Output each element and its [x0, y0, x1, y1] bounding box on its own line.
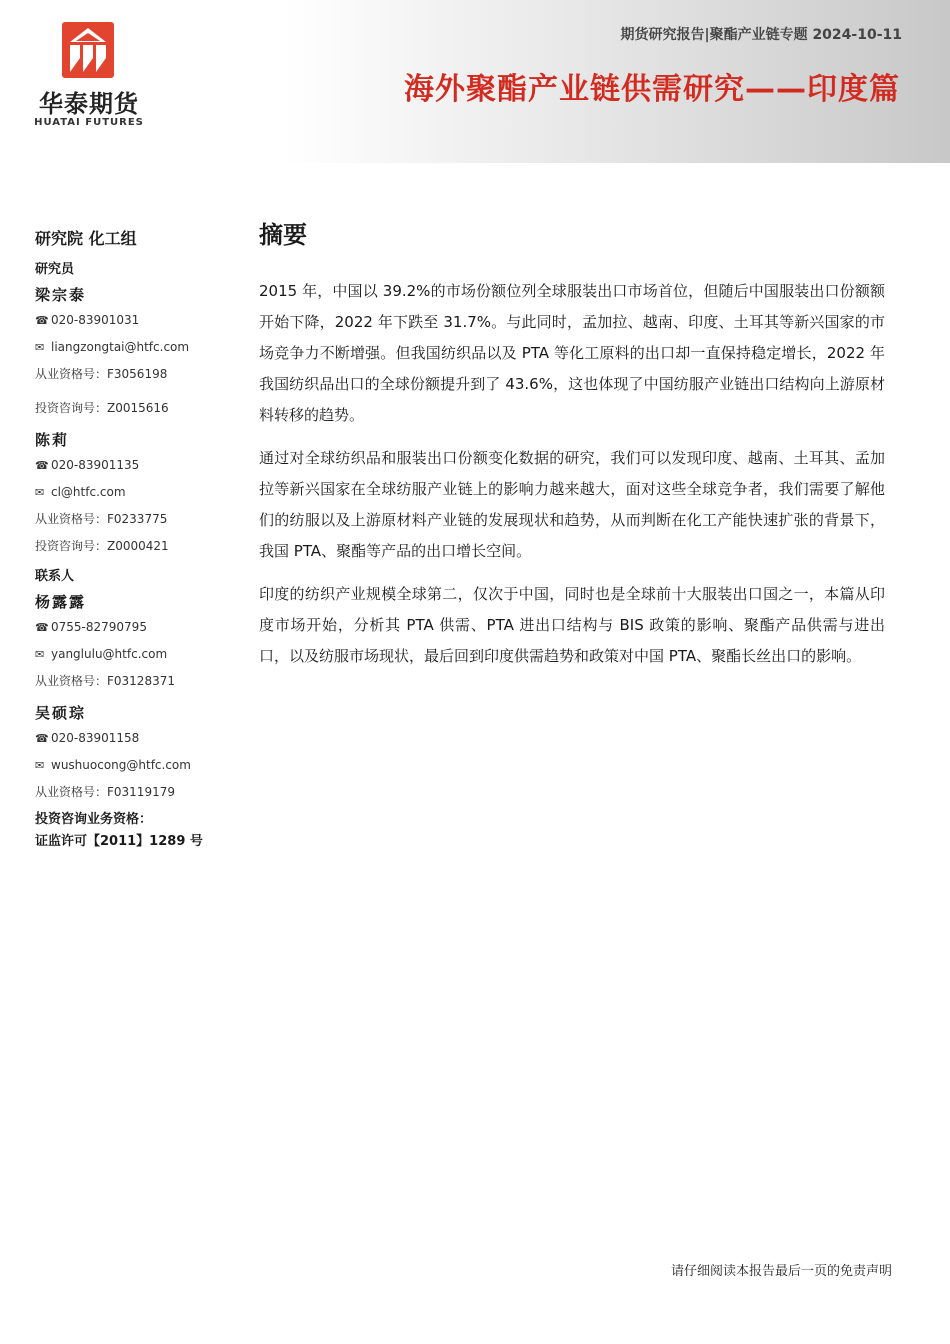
license-number: 从业资格号：F3056198: [35, 367, 168, 381]
email-line[interactable]: [35, 644, 235, 671]
abstract-paragraph: 2015 年，中国以 39.2%的市场份额位列全球服装出口市场首位，但随后中国服装出口份额额开始下降，2022 年下跌至 31.7%。与此同时，孟加拉、越南、印度、土耳其等新兴国家的市场竞争力不断增强。但我国纺织品以及 PTA 等化工原料的出口却一直保持稳定增长，2022 年我国纺织品出口的全球份额提升到了 43.6%，这也体现了中国纺服产业链出口结构向上游原材料转移的趋势。: [259, 282, 885, 424]
contact-label: 联系人: [35, 569, 75, 584]
report-meta: 期货研究报告|聚酯产业链专题 2024-10-11: [620, 27, 902, 43]
qualification-value: 证监许可【2011】1289 号: [35, 834, 203, 849]
phone-line: [35, 310, 235, 337]
phone-number: 020-83901158: [51, 731, 140, 745]
envelope-icon: ✉: [35, 341, 45, 354]
email-line[interactable]: [35, 482, 235, 509]
envelope-icon: ✉: [35, 759, 45, 772]
brand-name-en: HUATAI FUTURES: [34, 117, 144, 128]
license-number: 从业资格号：F03128371: [35, 674, 175, 688]
huatai-logo-icon: [62, 22, 114, 78]
researcher-name: 陈莉: [35, 431, 70, 449]
phone-number: 020-83901031: [51, 313, 140, 327]
abstract-paragraph: 印度的纺织产业规模全球第二，仅次于中国，同时也是全球前十大服装出口国之一，本篇从印度市场开始，分析其 PTA 供需、PTA 进出口结构与 BIS 政策的影响、聚酯产品供需与进出口，以及纺服市场现状，最后回到印度供需趋势和政策对中国 PTA、聚酯长丝出口的影响。: [259, 585, 885, 665]
company-logo[interactable]: [30, 20, 150, 135]
abstract-section: [259, 216, 885, 684]
email-address[interactable]: cl@htfc.com: [51, 485, 126, 499]
team-name: 研究院 化工组: [35, 229, 137, 248]
phone-line: [35, 728, 235, 755]
phone-icon: ☎: [35, 732, 49, 745]
phone-icon: ☎: [35, 314, 49, 327]
email-address[interactable]: yanglulu@htfc.com: [51, 647, 168, 661]
contact-name: 杨露露: [35, 593, 87, 611]
researcher-label: 研究员: [35, 262, 75, 277]
phone-icon: ☎: [35, 459, 49, 472]
abstract-paragraph: 通过对全球纺织品和服装出口份额变化数据的研究，我们可以发现印度、越南、土耳其、孟加拉等新兴国家在全球纺服产业链上的影响力越来越大，面对这些全球竞争者，我们需要了解他们的纺服以及上游原材料产业链的发展现状和趋势，从而判断在化工产能快速扩张的背景下，我国 PTA、聚酯等产品的出口增长空间。: [259, 449, 885, 560]
phone-icon: ☎: [35, 621, 49, 634]
brand-name-cn: 华泰期货: [39, 90, 139, 118]
report-header: [0, 0, 950, 163]
disclaimer-note: 请仔细阅读本报告最后一页的免责声明: [670, 1264, 892, 1279]
email-line[interactable]: [35, 337, 235, 364]
qualification-label: 投资咨询业务资格：: [35, 812, 153, 827]
advisory-number: 投资咨询号：Z0000421: [35, 539, 169, 553]
advisory-number: 投资咨询号：Z0015616: [35, 401, 169, 415]
phone-line: [35, 617, 235, 644]
envelope-icon: ✉: [35, 648, 45, 661]
email-line[interactable]: [35, 755, 235, 782]
license-number: 从业资格号：F03119179: [35, 785, 175, 799]
page-title: 海外聚酯产业链供需研究——印度篇: [404, 72, 900, 107]
phone-number: 020-83901135: [51, 458, 140, 472]
envelope-icon: ✉: [35, 486, 45, 499]
email-address[interactable]: liangzongtai@htfc.com: [51, 340, 190, 354]
contact-name: 吴硕琮: [35, 704, 87, 722]
phone-line: [35, 455, 235, 482]
phone-number: 0755-82790795: [51, 620, 147, 634]
license-number: 从业资格号：F0233775: [35, 512, 168, 526]
author-sidebar: [35, 224, 235, 853]
email-address[interactable]: wushuocong@htfc.com: [51, 758, 191, 772]
researcher-name: 梁宗泰: [35, 286, 87, 304]
abstract-title: 摘要: [259, 221, 307, 249]
